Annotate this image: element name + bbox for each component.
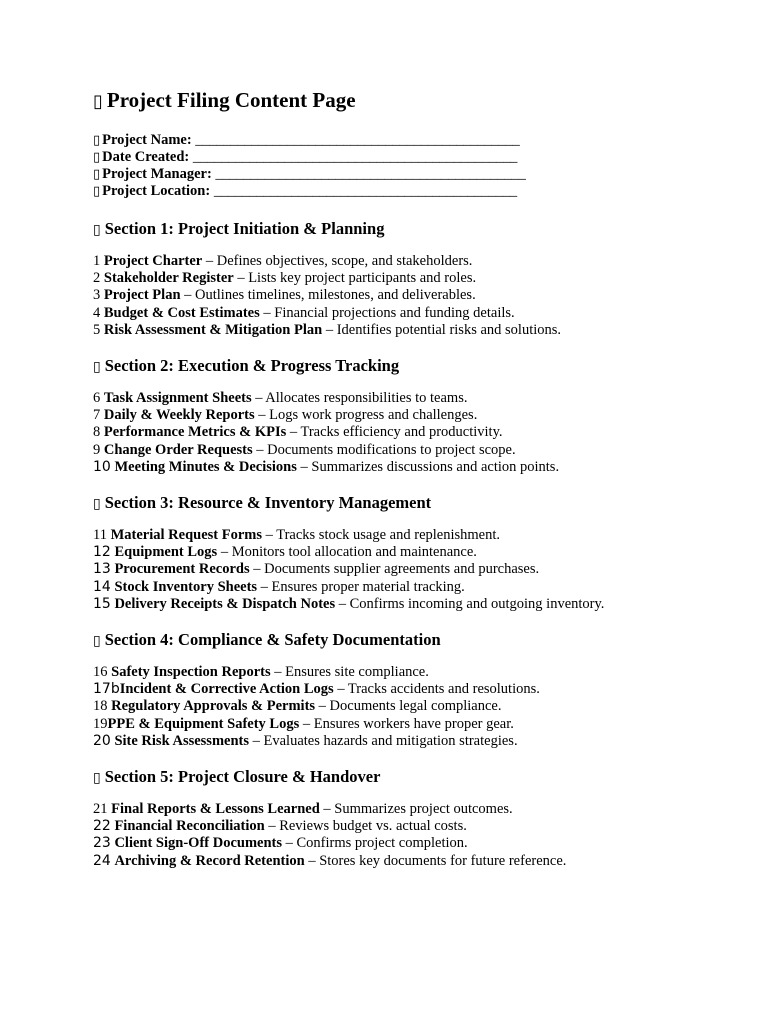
list-item [93, 544, 733, 561]
missing-glyph-icon: ▯ [93, 633, 101, 650]
item-name: Final Reports & Lessons Learned [111, 801, 320, 818]
field-blank-line: ______________________________________________ [192, 149, 518, 165]
item-description: – Reviews budget vs. actual costs. [264, 818, 467, 835]
item-name: Change Order Requests [103, 441, 253, 458]
field-label: Project Manager: [102, 166, 212, 182]
item-name: Delivery Receipts & Dispatch Notes [114, 595, 336, 612]
missing-glyph-icon: ▯ [93, 150, 101, 165]
section-3-list [93, 527, 733, 613]
list-item [93, 270, 733, 287]
page-title-text: Project Filing Content Page [106, 88, 356, 112]
missing-glyph-icon: ▯ [93, 184, 101, 199]
list-item [93, 664, 733, 681]
item-number: 20 [93, 732, 111, 749]
item-description: – Outlines timelines, milestones, and deliverables. [180, 287, 476, 304]
list-item [93, 716, 733, 733]
list-item [93, 733, 733, 750]
list-item [93, 818, 733, 835]
list-item [93, 442, 733, 459]
list-item [93, 681, 733, 698]
item-number: 8 [93, 424, 101, 441]
item-name: Budget & Cost Estimates [103, 304, 260, 321]
item-description: – Evaluates hazards and mitigation strategies. [249, 732, 518, 749]
section-5-list [93, 801, 733, 870]
section-heading-text: Section 1: Project Initiation & Planning [104, 219, 385, 238]
item-name: Site Risk Assessments [114, 732, 249, 749]
item-number: 11 [93, 527, 107, 544]
field-date-created [93, 149, 733, 166]
list-item [93, 459, 733, 476]
list-item [93, 322, 733, 339]
item-number: 10 [93, 458, 111, 475]
item-description: – Lists key project participants and roles. [233, 270, 477, 287]
item-number: 5 [93, 321, 101, 338]
item-number: 2 [93, 270, 101, 287]
field-label: Project Location: [102, 183, 211, 199]
field-project-name [93, 132, 733, 149]
section-heading-text: Section 3: Resource & Inventory Management [104, 493, 432, 513]
item-name: Stakeholder Register [103, 270, 234, 287]
project-info-fields [93, 132, 733, 200]
item-name: Archiving & Record Retention [114, 852, 305, 869]
item-description: – Identifies potential risks and solutions. [322, 321, 562, 338]
missing-glyph-icon: ▯ [93, 133, 101, 148]
missing-glyph-icon: ▯ [93, 770, 101, 787]
field-blank-line: ______________________________________________ [195, 132, 520, 148]
list-item [93, 596, 733, 613]
section-1-list [93, 253, 733, 339]
list-item [93, 390, 733, 407]
item-name: Task Assignment Sheets [103, 390, 252, 407]
item-description: – Confirms project completion. [282, 835, 468, 852]
item-name: Procurement Records [114, 561, 250, 578]
item-name: Project Plan [103, 287, 181, 304]
section-2-heading [93, 355, 733, 378]
missing-glyph-icon: ▯ [93, 359, 101, 376]
item-description: – Monitors tool allocation and maintenance. [217, 544, 477, 561]
item-description: – Ensures site compliance. [270, 664, 429, 681]
section-heading-text: Section 2: Execution & Progress Tracking [104, 356, 400, 376]
section-3-heading [93, 492, 733, 515]
section-4-heading [93, 629, 733, 652]
item-name: Client Sign-Off Documents [114, 835, 283, 852]
item-name: PPE & Equipment Safety Logs [107, 715, 300, 732]
item-name: Incident & Corrective Action Logs [119, 681, 334, 698]
section-1-heading [93, 218, 733, 241]
list-item [93, 287, 733, 304]
item-name: Material Request Forms [110, 527, 262, 544]
item-number: 24 [93, 852, 111, 869]
section-4-list [93, 664, 733, 750]
item-description: – Financial projections and funding details. [259, 304, 515, 321]
field-project-manager [93, 166, 733, 183]
item-name: Regulatory Approvals & Permits [111, 698, 316, 715]
field-label: Project Name: [102, 132, 192, 148]
list-item [93, 253, 733, 270]
item-number: 23 [93, 835, 111, 852]
missing-glyph-icon: ▯ [93, 222, 101, 238]
item-description: – Confirms incoming and outgoing inventory. [335, 595, 605, 612]
list-item [93, 835, 733, 852]
field-project-location [93, 183, 733, 200]
item-number: 14 [93, 578, 111, 595]
item-description: – Documents modifications to project scope. [252, 441, 516, 458]
page-title [93, 86, 733, 116]
list-item [93, 407, 733, 424]
item-name: Stock Inventory Sheets [114, 578, 258, 595]
missing-glyph-icon: ▯ [93, 496, 101, 513]
item-description: – Logs work progress and challenges. [254, 407, 478, 424]
list-item [93, 698, 733, 715]
item-number: 19 [93, 715, 108, 732]
list-item [93, 561, 733, 578]
item-description: – Defines objectives, scope, and stakeholders. [202, 253, 473, 269]
missing-glyph-icon: ▯ [93, 167, 101, 182]
item-name: Safety Inspection Reports [111, 664, 271, 681]
section-heading-text: Section 5: Project Closure & Handover [104, 767, 381, 787]
item-description: – Tracks accidents and resolutions. [333, 681, 540, 698]
item-number: 15 [93, 595, 111, 612]
missing-glyph-icon: ▯ [93, 91, 103, 112]
item-description: – Summarizes discussions and action points. [296, 458, 560, 475]
list-item [93, 424, 733, 441]
item-description: – Summarizes project outcomes. [319, 801, 513, 818]
section-heading-text: Section 4: Compliance & Safety Documentation [104, 630, 441, 650]
list-item [93, 527, 733, 544]
list-item [93, 579, 733, 596]
item-description: – Tracks stock usage and replenishment. [262, 527, 501, 544]
section-2-list [93, 390, 733, 476]
item-number: 4 [93, 304, 101, 321]
field-blank-line: ___________________________________________ [213, 183, 517, 199]
item-name: Meeting Minutes & Decisions [114, 458, 297, 475]
document-content [93, 86, 733, 886]
field-label: Date Created: [102, 149, 190, 165]
item-number: 7 [93, 407, 101, 424]
item-description: – Documents legal compliance. [315, 698, 502, 715]
item-number: 16 [93, 664, 108, 681]
list-item [93, 853, 733, 870]
item-number: 1 [93, 253, 101, 269]
item-name: Project Charter [103, 253, 203, 269]
item-number: 22 [93, 818, 111, 835]
list-item [93, 801, 733, 818]
item-number: 3 [93, 287, 101, 304]
item-number: 17b [93, 681, 120, 698]
item-number: 12 [93, 544, 111, 561]
item-number: 18 [93, 698, 108, 715]
item-description: – Allocates responsibilities to teams. [251, 390, 468, 407]
item-description: – Ensures proper material tracking. [257, 578, 465, 595]
section-5-heading [93, 766, 733, 789]
list-item [93, 305, 733, 322]
item-description: – Tracks efficiency and productivity. [286, 424, 503, 441]
item-number: 13 [93, 561, 111, 578]
field-blank-line: ____________________________________________ [215, 166, 526, 182]
item-description: – Ensures workers have proper gear. [299, 715, 514, 732]
item-name: Risk Assessment & Mitigation Plan [103, 321, 323, 338]
item-name: Performance Metrics & KPIs [103, 424, 287, 441]
item-name: Equipment Logs [114, 544, 218, 561]
item-description: – Stores key documents for future reference. [304, 852, 567, 869]
item-name: Daily & Weekly Reports [103, 407, 255, 424]
item-number: 9 [93, 441, 101, 458]
item-number: 6 [93, 390, 101, 407]
item-name: Financial Reconciliation [114, 818, 265, 835]
item-description: – Documents supplier agreements and purchases. [249, 561, 540, 578]
item-number: 21 [93, 801, 108, 818]
